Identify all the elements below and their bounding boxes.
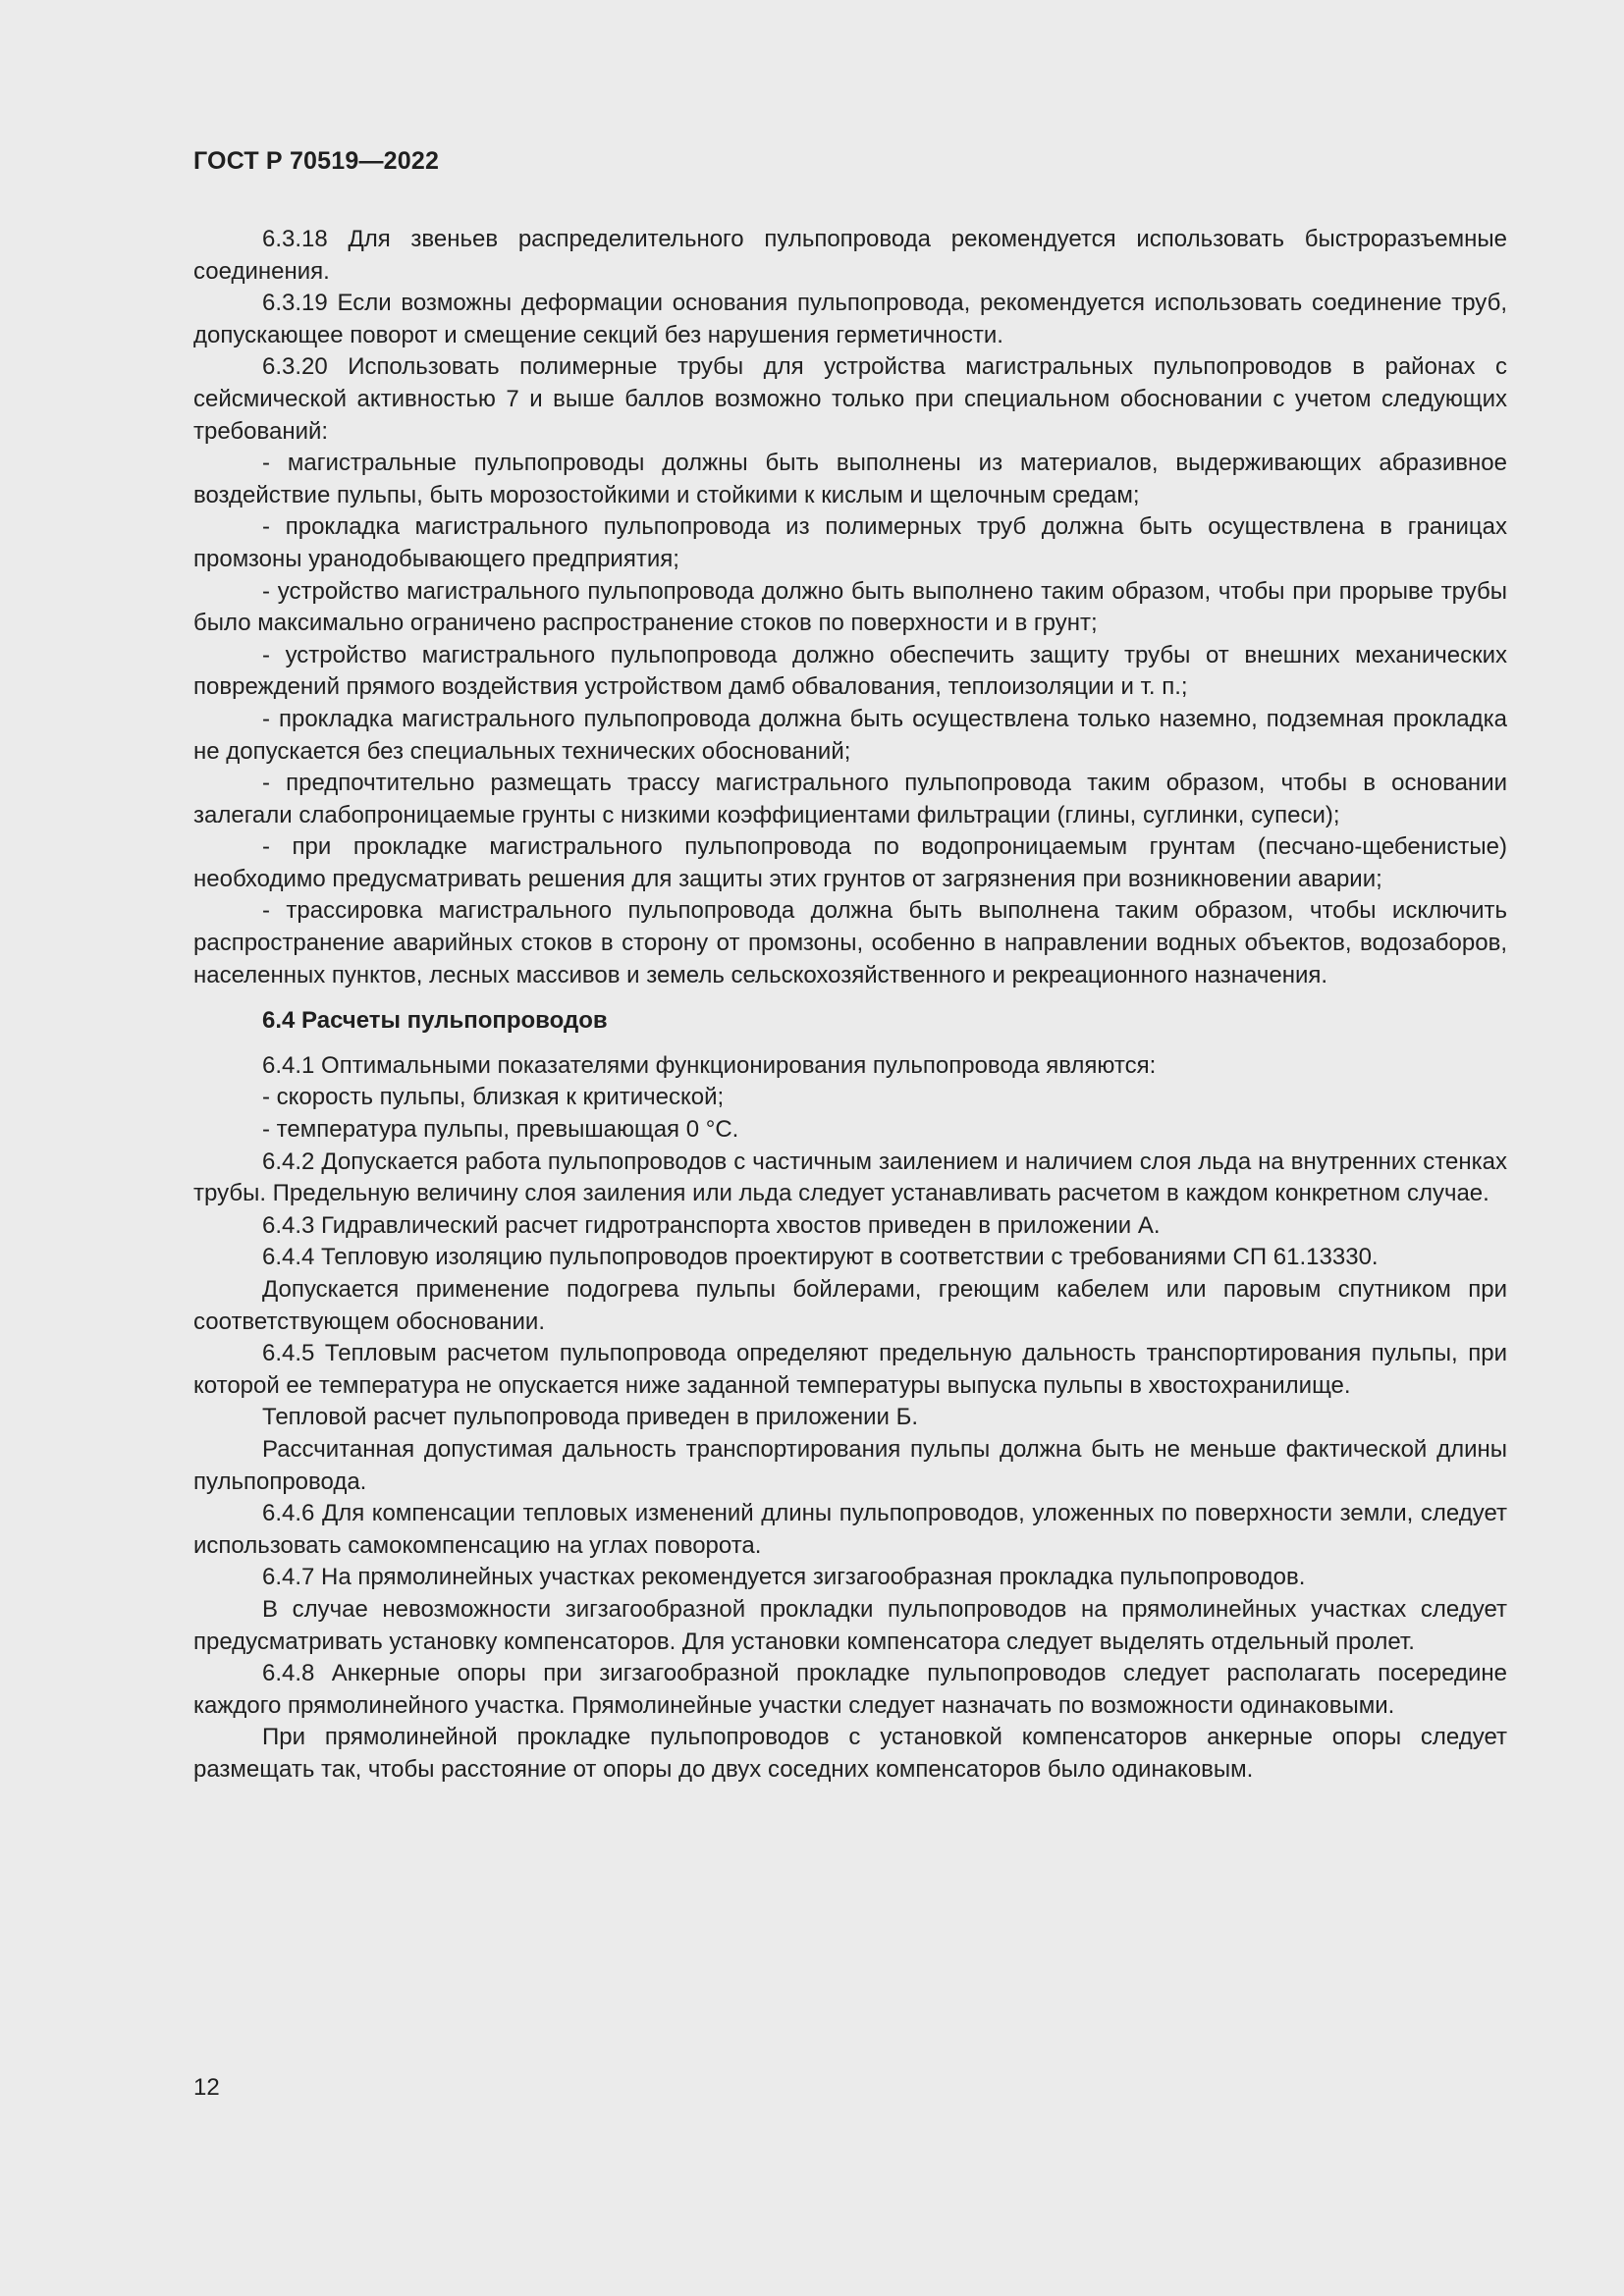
paragraph: Рассчитанная допустимая дальность транспортирования пульпы должна быть не меньше фактической длины пульпопровода. bbox=[193, 1435, 1507, 1495]
paragraph: Допускается применение подогрева пульпы бойлерами, греющим кабелем или паровым спутником при соответствующем обосновании. bbox=[193, 1276, 1507, 1335]
list-item: - магистральные пульпопроводы должны быть выполнены из материалов, выдерживающих абразивное воздействие пульпы, быть морозостойкими и стойкими к кислым и щелочным средам; bbox=[193, 450, 1507, 508]
paragraph: 6.4.2 Допускается работа пульпопроводов с частичным заилением и наличием слоя льда на внутренних стенках трубы. Предельную величину слоя заиления или льда следует устанавливать расчетом в каждом конкретном случае. bbox=[193, 1148, 1507, 1207]
document-header: ГОСТ Р 70519—2022 bbox=[193, 147, 440, 175]
paragraph: При прямолинейной прокладке пульпопроводов с установкой компенсаторов анкерные опоры следует размещать так, чтобы расстояние от опоры до двух соседних компенсаторов было одинаковым. bbox=[193, 1724, 1507, 1783]
paragraph: 6.3.18 Для звеньев распределительного пульпопровода рекомендуется использовать быстроразъемные соединения. bbox=[193, 226, 1507, 285]
list-item: - трассировка магистрального пульпопровода должна быть выполнена таким образом, чтобы исключить распространение аварийных стоков в сторону от промзоны, особенно в направлении водных объектов, водозаборов, населенных пунктов, лесных массивов и земель сельскохозяйственного и рекреационного назначения. bbox=[193, 897, 1507, 988]
list-item: - при прокладке магистрального пульпопровода по водопроницаемым грунтам (песчано-щебенистые) необходимо предусматривать решения для защиты этих грунтов от загрязнения при возникновении аварии; bbox=[193, 833, 1507, 892]
list-item: - устройство магистрального пульпопровода должно быть выполнено таким образом, чтобы при прорыве трубы было максимально ограничено распространение стоков по поверхности и в грунт; bbox=[193, 577, 1507, 637]
list-item: - скорость пульпы, близкая к критической; bbox=[262, 1084, 725, 1111]
paragraph: 6.4.7 На прямолинейных участках рекомендуется зигзагообразная прокладка пульпопроводов. bbox=[262, 1564, 1306, 1591]
paragraph: 6.4.8 Анкерные опоры при зигзагообразной прокладке пульпопроводов следует располагать посередине каждого прямолинейного участка. Прямолинейные участки следует назначать по возможности одинаковыми. bbox=[193, 1660, 1507, 1719]
paragraph: В случае невозможности зигзагообразной прокладки пульпопроводов на прямолинейных участках следует предусматривать установку компенсаторов. Для установки компенсатора следует выделять отдельный пролет. bbox=[193, 1595, 1507, 1655]
paragraph: 6.4.4 Тепловую изоляцию пульпопроводов проектируют в соответствии с требованиями СП 61.13330. bbox=[262, 1244, 1379, 1271]
paragraph: 6.4.1 Оптимальными показателями функционирования пульпопровода являются: bbox=[262, 1051, 1157, 1079]
list-item: - температура пульпы, превышающая 0 °С. bbox=[262, 1116, 739, 1144]
paragraph: 6.3.19 Если возможны деформации основания пульпопровода, рекомендуется использовать соединение труб, допускающее поворот и смещение секций без нарушения герметичности. bbox=[193, 290, 1507, 348]
paragraph: 6.4.3 Гидравлический расчет гидротранспорта хвостов приведен в приложении А. bbox=[262, 1211, 1161, 1239]
list-item: - прокладка магистрального пульпопровода из полимерных труб должна быть осуществлена в границах промзоны уранодобывающего предприятия; bbox=[193, 513, 1507, 572]
paragraph: 6.3.20 Использовать полимерные трубы для устройства магистральных пульпопроводов в районах с сейсмической активностью 7 и выше баллов возможно только при специальном обосновании с учетом следующих требований: bbox=[193, 353, 1507, 445]
list-item: - предпочтительно размещать трассу магистрального пульпопровода таким образом, чтобы в основании залегали слабопроницаемые грунты с низкими коэффициентами фильтрации (глины, суглинки, супеси); bbox=[193, 770, 1507, 828]
list-item: - прокладка магистрального пульпопровода должна быть осуществлена только наземно, подземная прокладка не допускается без специальных технических обоснований; bbox=[193, 705, 1507, 765]
document-body bbox=[193, 224, 1507, 1787]
section-heading: 6.4 Расчеты пульпопроводов bbox=[262, 1007, 608, 1035]
paragraph: 6.4.6 Для компенсации тепловых изменений длины пульпопроводов, уложенных по поверхности земли, следует использовать самокомпенсацию на углах поворота. bbox=[193, 1500, 1507, 1559]
paragraph: Тепловой расчет пульпопровода приведен в приложении Б. bbox=[262, 1404, 919, 1431]
paragraph: 6.4.5 Тепловым расчетом пульпопровода определяют предельную дальность транспортирования пульпы, при которой ее температура не опускается ниже заданной температуры выпуска пульпы в хвостохранилище. bbox=[193, 1340, 1507, 1399]
page-number: 12 bbox=[193, 2074, 220, 2101]
list-item: - устройство магистрального пульпопровода должно обеспечить защиту трубы от внешних механических повреждений прямого воздействия устройством дамб обвалования, теплоизоляции и т. п.; bbox=[193, 641, 1507, 701]
